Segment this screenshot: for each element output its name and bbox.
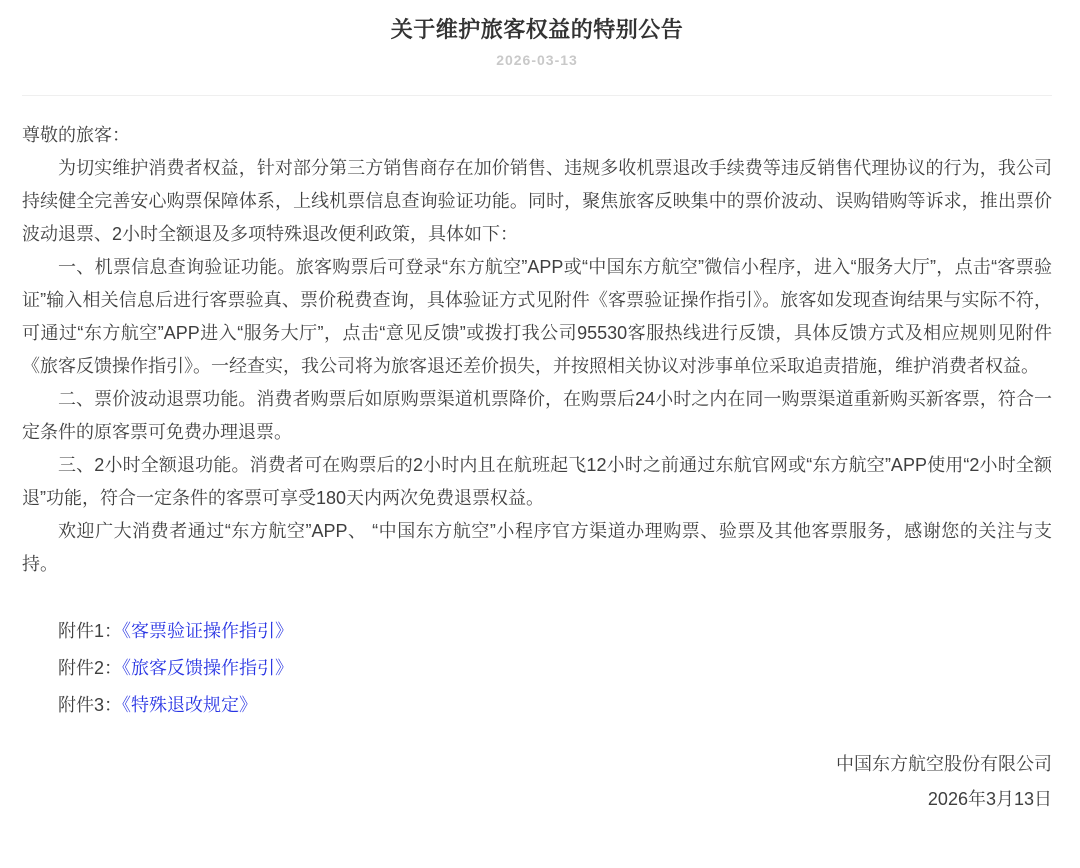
paragraph-section-2-price-fluctuation-refund: 二、票价波动退票功能。消费者购票后如原购票渠道机票降价，在购票后24小时之内在同一购票渠道重新购买新客票，符合一定条件的原客票可免费办理退票。 [22, 389, 1052, 442]
paragraph-section-3-two-hour-full-refund: 三、2小时全额退功能。消费者可在购票后的2小时内且在航班起飞12小时之前通过东航官网或“东方航空”APP使用“2小时全额退”功能，符合一定条件的客票可享受180天内两次免费退票权益。 [22, 455, 1052, 508]
attachment-2-label: 附件2： [58, 658, 123, 678]
company-signature: 中国东方航空股份有限公司 [836, 754, 1052, 774]
header-divider [22, 95, 1052, 96]
attachment-row-2 [22, 650, 1052, 687]
salutation: 尊敬的旅客： [22, 125, 130, 145]
attachment-3-label: 附件3： [58, 695, 123, 715]
announcement-body [22, 119, 1052, 724]
attachment-row-1 [22, 613, 1052, 650]
paragraph-closing: 欢迎广大消费者通过“东方航空”APP、 “中国东方航空”小程序官方渠道办理购票、验票及其他客票服务，感谢您的关注与支持。 [22, 521, 1052, 574]
attachment-2-link[interactable]: 《旅客反馈操作指引》 [122, 658, 294, 678]
paragraph-section-1-ticket-verification: 一、机票信息查询验证功能。旅客购票后可登录“东方航空”APP或“中国东方航空”微信小程序，进入“服务大厅”，点击“客票验证”输入相关信息后进行客票验真、票价税费查询，具体验证方式见附件《客票验证操作指引》。旅客如发现查询结果与实际不符，可通过“东方航空”APP进入“服务大厅”，点击“意见反馈”或拨打我公司95530客服热线进行反馈，具体反馈方式及相应规则见附件《旅客反馈操作指引》。一经查实，我公司将为旅客退还差价损失，并按照相关协议对涉事单位采取追责措施，维护消费者权益。 [22, 257, 1052, 376]
signature-block [22, 747, 1052, 817]
publish-date: 2026-03-13 [496, 52, 578, 68]
signature-date: 2026年3月13日 [927, 789, 1052, 809]
attachment-1-label: 附件1： [58, 621, 123, 641]
attachment-1-link[interactable]: 《客票验证操作指引》 [122, 621, 294, 641]
announcement-header [22, 0, 1052, 68]
attachments-list [22, 613, 1052, 724]
page-title: 关于维护旅客权益的特别公告 [390, 17, 684, 42]
attachment-3-link[interactable]: 《特殊退改规定》 [122, 695, 258, 715]
paragraph-intro: 为切实维护消费者权益，针对部分第三方销售商存在加价销售、违规多收机票退改手续费等违反销售代理协议的行为，我公司持续健全完善安心购票保障体系，上线机票信息查询验证功能。同时，聚焦旅客反映集中的票价波动、误购错购等诉求，推出票价波动退票、2小时全额退及多项特殊退改便利政策，具体如下： [22, 158, 1052, 244]
attachment-row-3 [22, 687, 1052, 724]
